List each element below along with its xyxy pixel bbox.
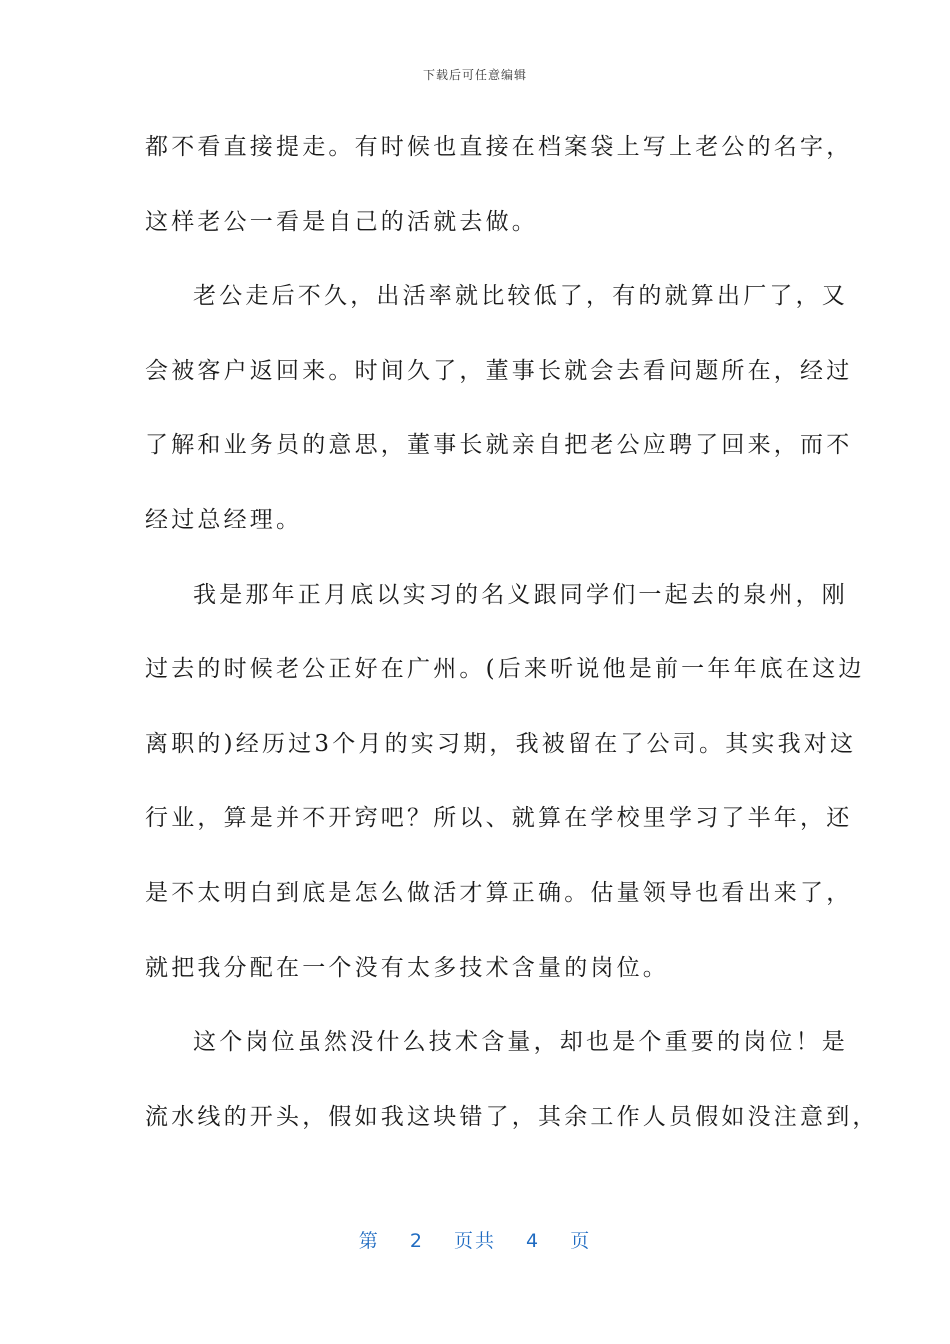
document-body [145,124,879,1168]
page-label-middle: 页共 [453,1230,496,1252]
text-line: 老公走后不久，出活率就比较低了，有的就算出厂了，又 [193,283,848,310]
text-line: 离职的)经历过3个月的实习期，我被留在了公司。其实我对这 [145,730,857,757]
page-label-prefix: 第 [358,1230,380,1252]
text-line: 经过总经理。 [145,506,303,533]
text-line: 行业，算是并不开窍吧？所以、就算在学校里学习了半年，还 [145,805,853,832]
page-footer [0,1226,950,1253]
current-page-number: 2 [409,1230,424,1252]
text-line: 过去的时候老公正好在广州。(后来听说他是前一年年底在这边 [145,656,865,683]
page-header: 下载后可任意编辑 [422,68,527,82]
text-line: 我是那年正月底以实习的名义跟同学们一起去的泉州，刚 [193,581,848,608]
text-line: 这个岗位虽然没什么技术含量，却也是个重要的岗位！是 [193,1029,848,1056]
page-label-suffix: 页 [570,1230,592,1252]
text-line: 了解和业务员的意思，董事长就亲自把老公应聘了回来，而不 [145,432,853,459]
text-line: 会被客户返回来。时间久了，董事长就会去看问题所在，经过 [145,357,853,384]
text-line: 就把我分配在一个没有太多技术含量的岗位。 [145,954,669,981]
text-line: 是不太明白到底是怎么做活才算正确。估量领导也看出来了， [145,879,853,906]
text-line: 这样老公一看是自己的活就去做。 [145,208,538,235]
total-page-number: 4 [526,1230,541,1252]
text-line: 都不看直接提走。有时候也直接在档案袋上写上老公的名字， [145,134,853,160]
text-line: 流水线的开头，假如我这块错了，其余工作人员假如没注意到， [145,1103,879,1130]
